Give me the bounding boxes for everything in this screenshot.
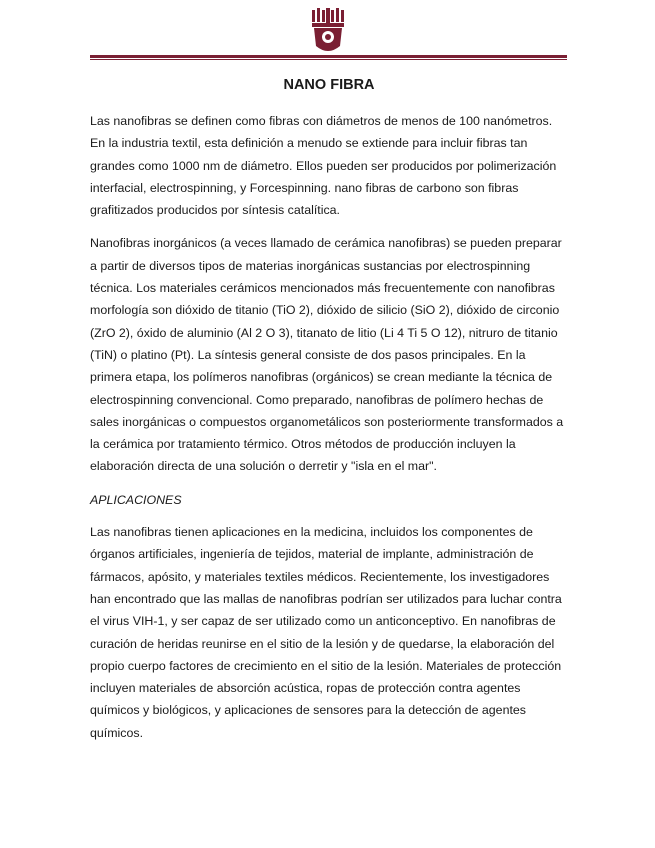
header-rule-thin	[90, 59, 567, 60]
header-rule	[90, 55, 567, 58]
applications-paragraph: Las nanofibras tienen aplicaciones en la medicina, incluidos los componentes de órganos artificiales, ingeniería de tejidos, material de implante, administración de fármacos, apósito, y materiales textiles médicos. Recientemente, los investigadores han encontrado que las mallas de nanofibras podrían ser utilizados para luchar contra el virus VIH-1, y ser capaz de ser utilizado como un anticonceptivo. En nanofibras de curación de heridas reunirse en el sitio de la lesión y de quedarse, la elaboración del propio cuerpo factores de crecimiento en el sitio de la lesión. Materiales de protección incluyen materiales de absorción acústica, ropas de protección contra agentes químicos y biológicos, y aplicaciones de sensores para la detección de agentes químicos.	[90, 525, 562, 740]
section-heading-applications: APLICACIONES	[90, 492, 182, 507]
document-body	[90, 76, 568, 755]
inorganic-paragraph: Nanofibras inorgánicos (a veces llamado de cerámica nanofibras) se pueden preparar a partir de diversos tipos de materias inorgánicas sustancias por electrospinning técnica. Los materiales cerámicos mencionados más frecuentemente con nanofibras morfología son dióxido de titanio (TiO 2), dióxido de silicio (SiO 2), dióxido de circonio (ZrO 2), óxido de aluminio (Al 2 O 3), titanato de litio (Li 4 Ti 5 O 12), nitruro de titanio (TiN) o platino (Pt). La síntesis general consiste de dos pasos principales. En la primera etapa, los polímeros nanofibras (orgánicos) se crean mediante la técnica de electrospinning convencional. Como preparado, nanofibras de polímero hechas de sales inorgánicas o compuestos organometálicos son posteriormente transformados a la cerámica por tratamiento térmico. Otros métodos de producción incluyen la elaboración directa de una solución o derretir y "isla en el mar".	[90, 236, 564, 474]
page-title: NANO FIBRA	[283, 77, 375, 93]
intro-paragraph: Las nanofibras se definen como fibras con diámetros de menos de 100 nanómetros. En la industria textil, esta definición a menudo se extiende para incluir fibras tan grandes como 1000 nm de diámetro. Ellos pueden ser producidos por polimerización interfacial, electrospinning, y Forcespinning. nano fibras de carbono son fibras grafitizados producidos por síntesis catalítica.	[90, 114, 557, 218]
institution-logo-icon	[310, 8, 346, 56]
